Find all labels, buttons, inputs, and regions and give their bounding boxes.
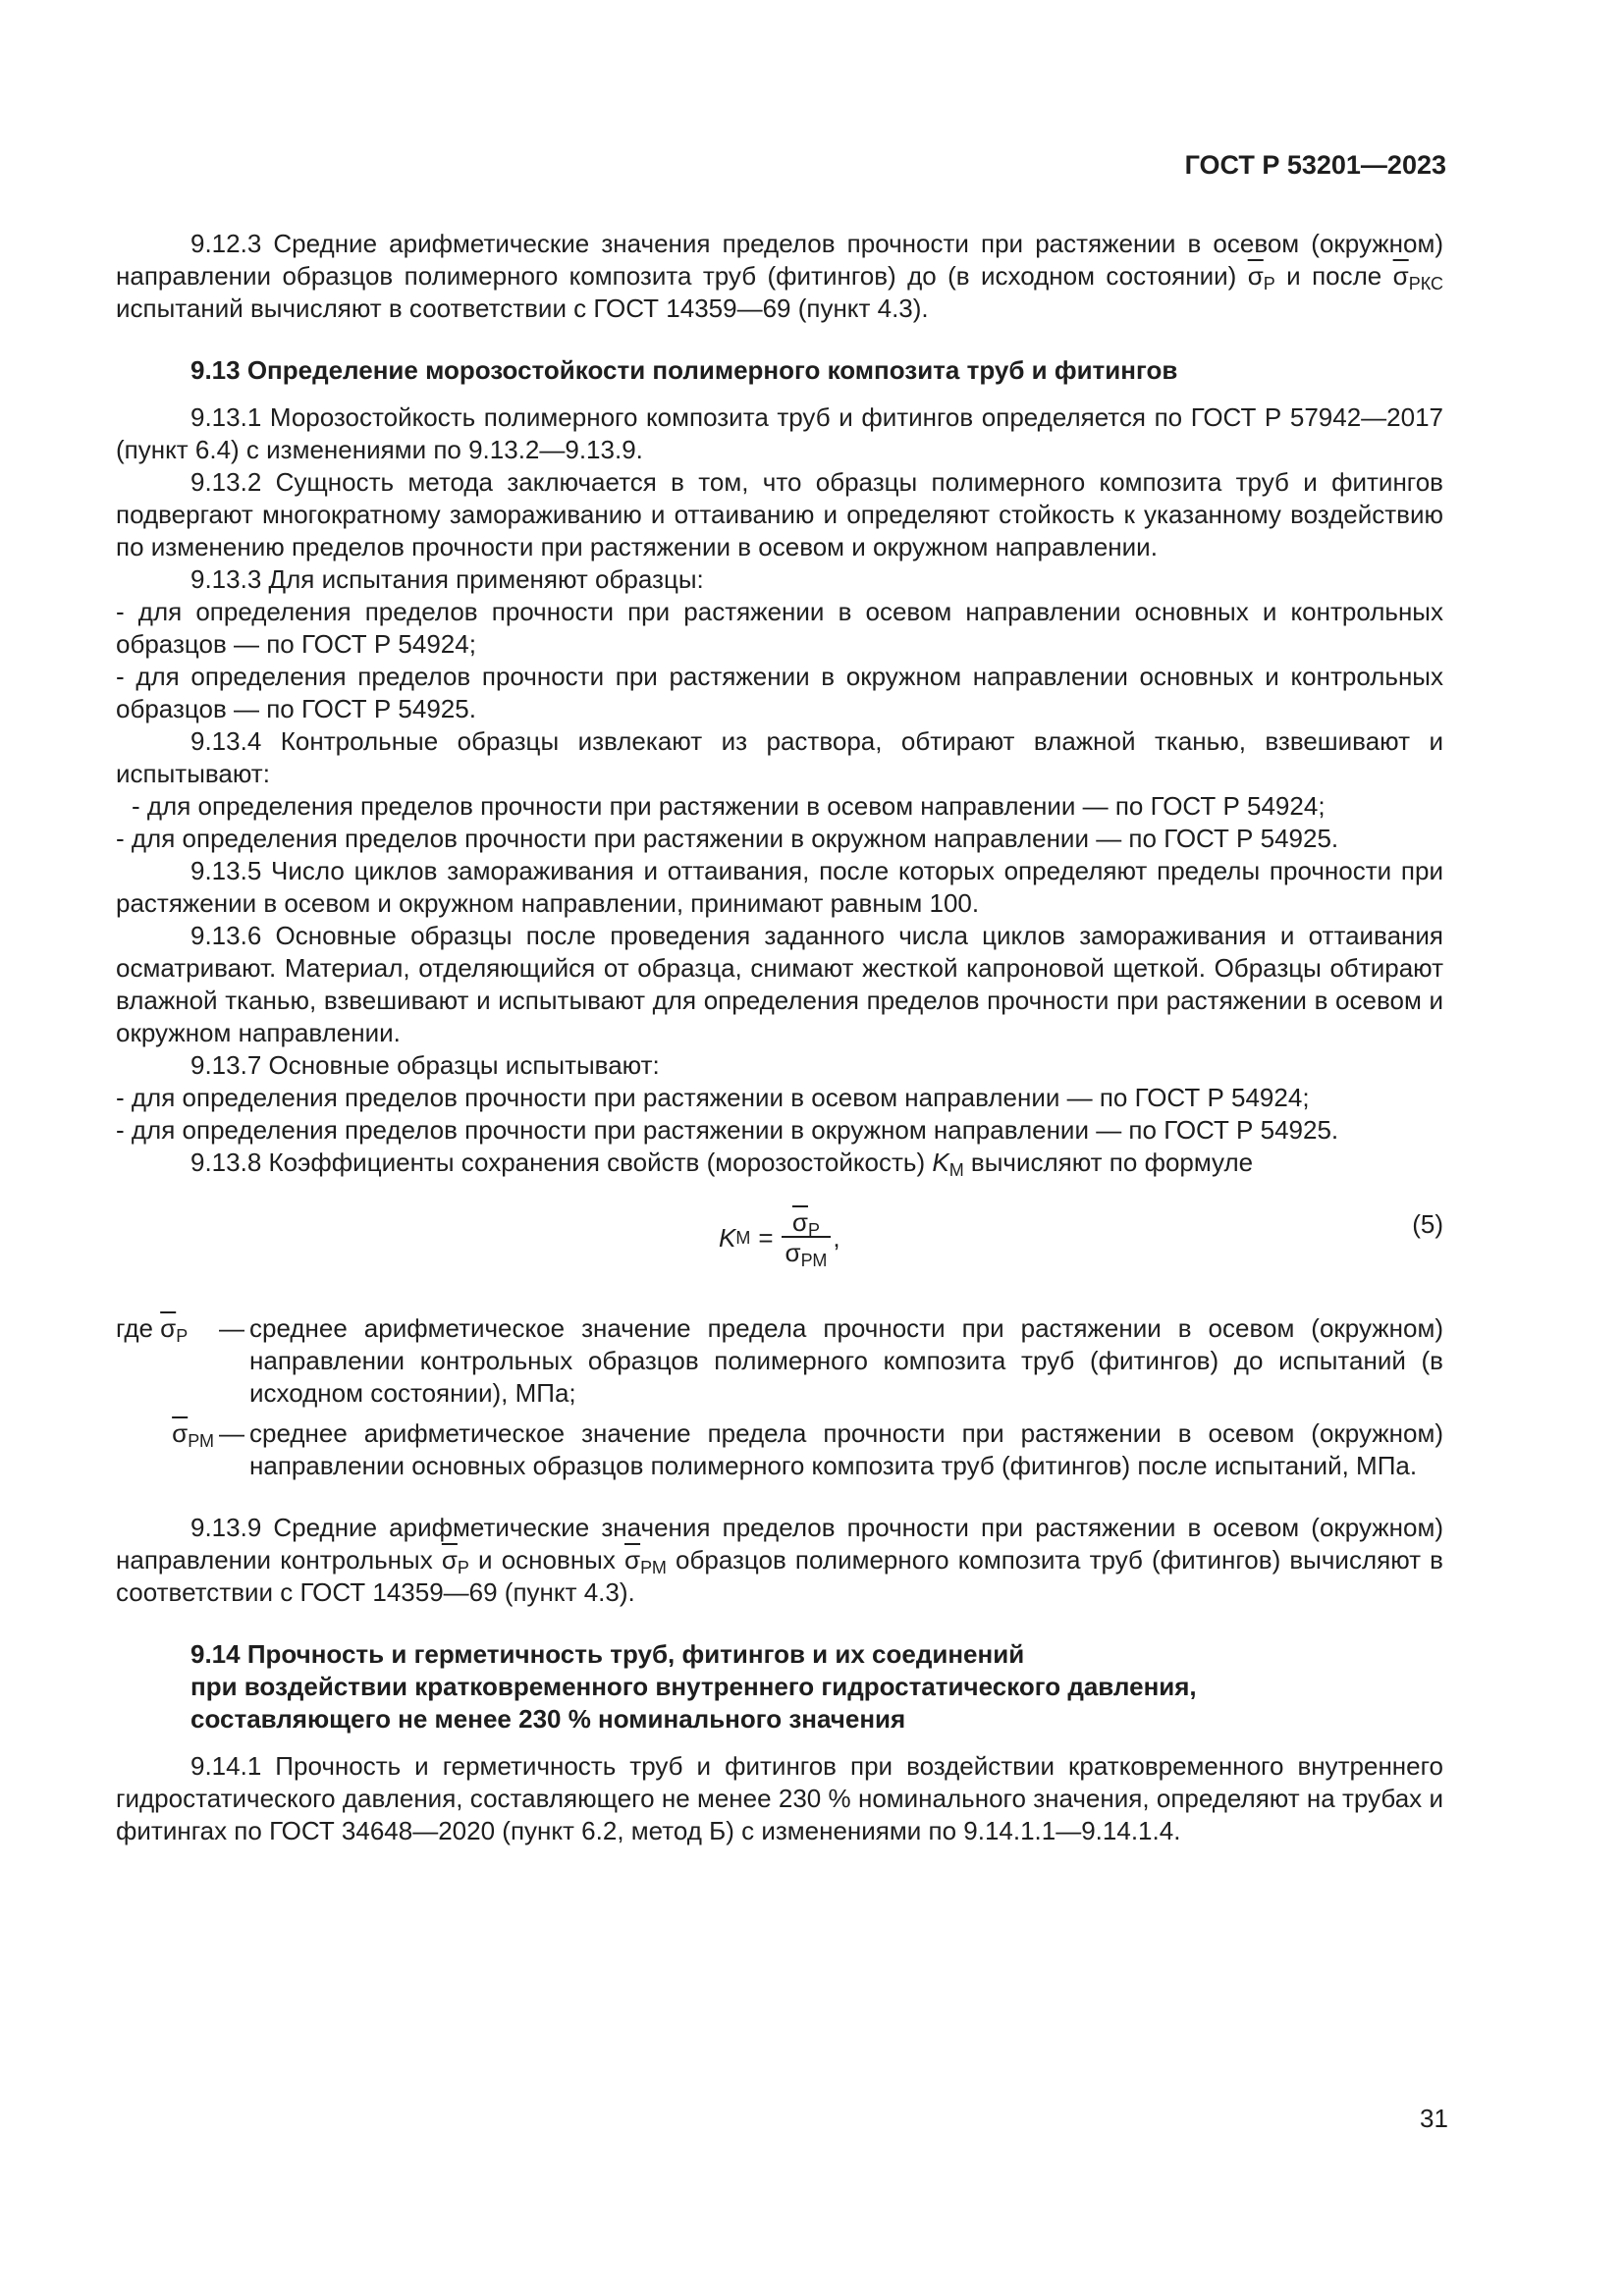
document-header: ГОСТ Р 53201—2023 (1184, 150, 1446, 180)
paragraph-9-13-5: 9.13.5 Число циклов замораживания и оттаивания, после которых определяют пределы прочности при растяжении в осевом и окружном направлении, принимают равным 100. (116, 856, 1443, 918)
list-item: - для определения пределов прочности при растяжении в окружном направлении — по ГОСТ Р 54925. (116, 824, 1339, 853)
paragraph-9-13-6: 9.13.6 Основные образцы после проведения заданного числа циклов замораживания и оттаивания осматривают. Материал, отделяющийся от образца, снимают жесткой капроновой щеткой. Образцы обтирают влажной тканью, взвешивают и испытывают для определения пределов прочности при растяжении в осевом и окружном направлении. (116, 921, 1443, 1047)
paragraph-9-13-3: 9.13.3 Для испытания применяют образцы: (190, 564, 704, 594)
list-item: - для определения пределов прочности при растяжении в окружном направлении — по ГОСТ Р 54925. (116, 1115, 1339, 1145)
paragraph-9-13-7: 9.13.7 Основные образцы испытывают: (190, 1050, 660, 1080)
sigma-symbol: $\overline{\sigma}$ (1392, 261, 1409, 291)
paragraph-9-12-3: 9.12.3 Средние арифметические значения пределов прочности при растяжении в осевом (окружном) направлении образцов полимерного композита труб (фитингов) до (в исходном состоянии) $\overline{\sigma}_Р$ и после $\overline{\sigma}_{РКС}$ испытаний вычисляют в соответствии с ГОСТ 14359—69 (пункт 4.3). (116, 229, 1443, 323)
sigma-symbol: $\overline{\sigma}$ (624, 1545, 641, 1575)
section-heading-9-14: 9.14 Прочность и герметичность труб, фитингов и их соединений при воздействии кратковременного внутреннего гидростатического давления, составляющего не менее 230 % номинального значения (190, 1639, 1197, 1734)
sigma-symbol: $\overline{\sigma}$ (172, 1418, 189, 1448)
paragraph-9-13-8: 9.13.8 Коэффициенты сохранения свойств (морозостойкость) $K_М$ вычисляют по формуле (190, 1148, 1254, 1180)
formula-number: (5) (1412, 1209, 1443, 1239)
formula-fraction: $\frac{\overline{\sigma}_Р}{\overline{\sigma}_{РМ}}$ (782, 1208, 832, 1267)
page-number: 31 (1420, 2104, 1448, 2133)
paragraph-9-13-2: 9.13.2 Сущность метода заключается в том, что образцы полимерного композита труб и фитингов подвергают многократному замораживанию и оттаиванию и определяют стойкость к указанному воздействию по изменению пределов прочности при растяжении в осевом и окружном направлении. (116, 467, 1443, 561)
list-item: - для определения пределов прочности при растяжении в осевом направлении — по ГОСТ Р 54924; (116, 1083, 1310, 1112)
list-item: - для определения пределов прочности при растяжении в осевом направлении — по ГОСТ Р 54924; (132, 791, 1326, 821)
sigma-symbol: $\overline{\sigma}$ (1247, 261, 1264, 291)
formula-expression: K М = $\frac{\overline{\sigma}_Р}{\overline{\sigma}_{РМ}}$ , (719, 1207, 840, 1270)
list-item: - для определения пределов прочности при растяжении в осевом направлении основных и контрольных образцов — по ГОСТ Р 54924; (116, 597, 1443, 659)
paragraph-9-13-9: 9.13.9 Средние арифметические значения пределов прочности при растяжении в осевом (окружном) направлении контрольных $\overline{\sigma}_Р$ и основных $\overline{\sigma}_{РМ}$ образцов полимерного композита труб (фитингов) вычисляют в соответствии с ГОСТ 14359—69 (пункт 4.3). (116, 1513, 1443, 1607)
formula-5 (116, 1202, 1443, 1293)
paragraph-9-13-1: 9.13.1 Морозостойкость полимерного композита труб и фитингов определяется по ГОСТ Р 57942—2017 (пункт 6.4) с изменениями по 9.13.2—9.13.9. (116, 402, 1443, 464)
document-body (116, 228, 1443, 1847)
section-heading-9-13: 9.13 Определение морозостойкости полимерного композита труб и фитингов (190, 355, 1178, 385)
sigma-symbol: $\overline{\sigma}$ (441, 1545, 458, 1575)
paragraph-9-14-1: 9.14.1 Прочность и герметичность труб и фитингов при воздействии кратковременного внутреннего гидростатического давления, составляющего не менее 230 % номинального значения, определяют на трубах и фитингах по ГОСТ 34648—2020 (пункт 6.2, метод Б) с изменениями по 9.14.1.1—9.14.1.4. (116, 1751, 1443, 1845)
sigma-symbol: $\overline{\sigma}$ (160, 1313, 177, 1343)
paragraph-9-13-4: 9.13.4 Контрольные образцы извлекают из раствора, обтирают влажной тканью, взвешивают и испытывают: (116, 726, 1443, 788)
where-item: где $\overline{\sigma}_Р$ — среднее арифметическое значение предела прочности при растяжении в осевом (окружном) направлении контрольных образцов полимерного композита труб (фитингов) до испытаний (в исходном состоянии), МПа; (116, 1313, 1443, 1408)
list-item: - для определения пределов прочности при растяжении в окружном направлении основных и контрольных образцов — по ГОСТ Р 54925. (116, 662, 1443, 723)
where-item: $\overline{\sigma}_{РМ}$ — среднее арифметическое значение предела прочности при растяжении в осевом (окружном) направлении основных образцов полимерного композита труб (фитингов) после испытаний, МПа. (172, 1418, 1443, 1480)
